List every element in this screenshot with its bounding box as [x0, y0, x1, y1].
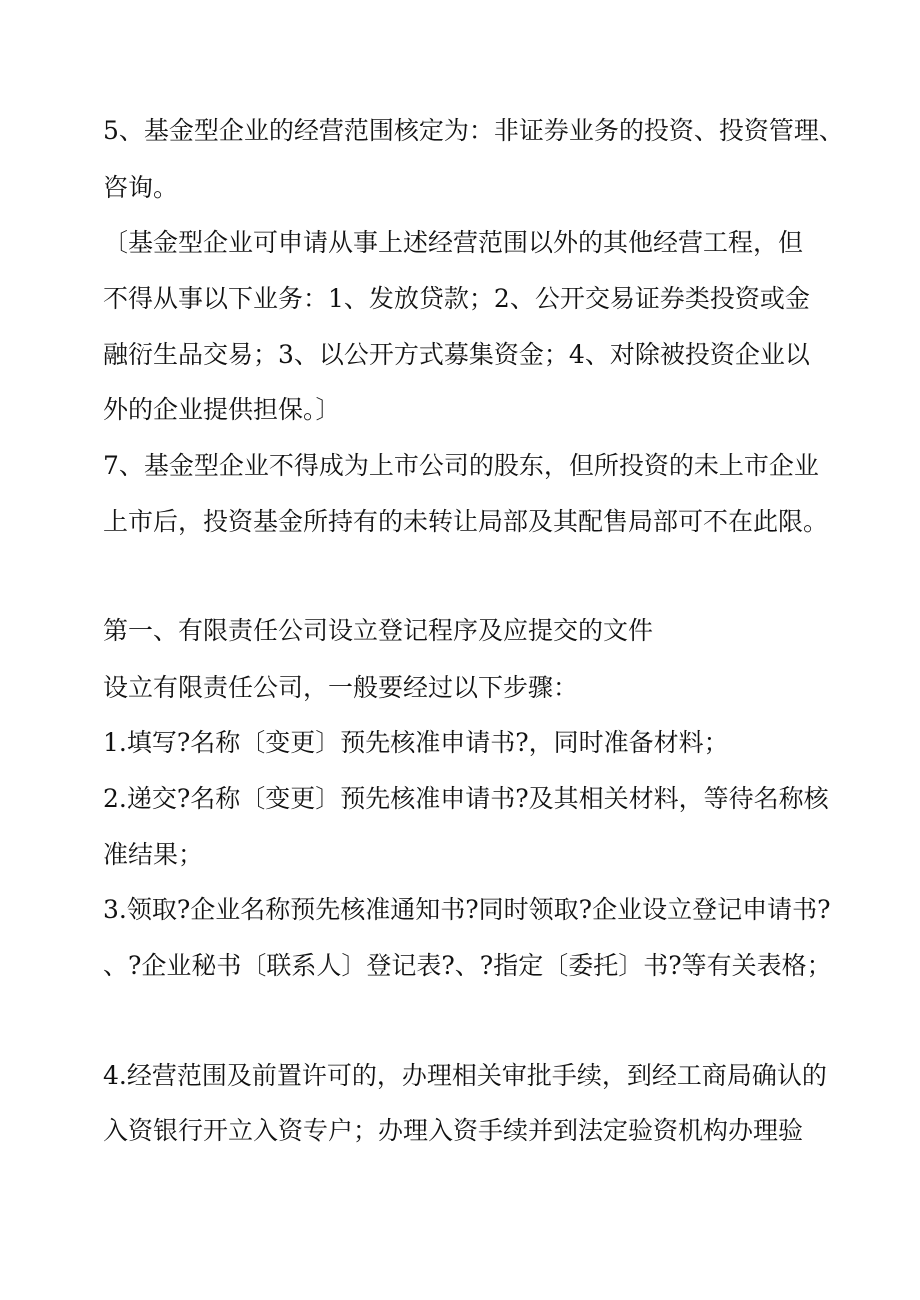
text-line: 〔基金型企业可申请从事上述经营范围以外的其他经营工程，但	[103, 228, 804, 257]
text-line: 入资银行开立入资专户；办理入资手续并到法定验资机构办理验	[103, 1116, 804, 1145]
text-line: 外的企业提供担保。〕	[103, 395, 341, 424]
section-heading: 第一、有限责任公司设立登记程序及应提交的文件	[103, 616, 654, 645]
text-line: 3.领取?企业名称预先核准通知书?同时领取?企业设立登记申请书?	[103, 895, 831, 924]
text-line: 咨询。	[103, 173, 179, 202]
text-line: 、?企业秘书〔联系人〕登记表?、?指定〔委托〕书?等有关表格；	[103, 951, 832, 980]
text-line: 准结果；	[103, 840, 204, 869]
text-line: 2.递交?名称〔变更〕预先核准申请书?及其相关材料，等待名称核	[103, 784, 829, 813]
text-line: 5、基金型企业的经营范围核定为：非证券业务的投资、投资管理、	[103, 116, 844, 145]
text-line: 不得从事以下业务：1、发放贷款；2、公开交易证券类投资或金	[103, 284, 810, 313]
text-line: 7、基金型企业不得成为上市公司的股东，但所投资的未上市企业	[103, 451, 819, 480]
text-line: 1.填写?名称〔变更〕预先核准申请书?，同时准备材料；	[103, 728, 729, 757]
text-line: 4.经营范围及前置许可的，办理相关审批手续，到经工商局确认的	[103, 1061, 827, 1090]
text-line: 上市后，投资基金所持有的未转让局部及其配售局部可不在此限。	[103, 507, 829, 536]
text-line: 融衍生品交易；3、以公开方式募集资金；4、对除被投资企业以	[103, 340, 810, 369]
text-line: 设立有限责任公司，一般要经过以下步骤：	[103, 673, 579, 702]
